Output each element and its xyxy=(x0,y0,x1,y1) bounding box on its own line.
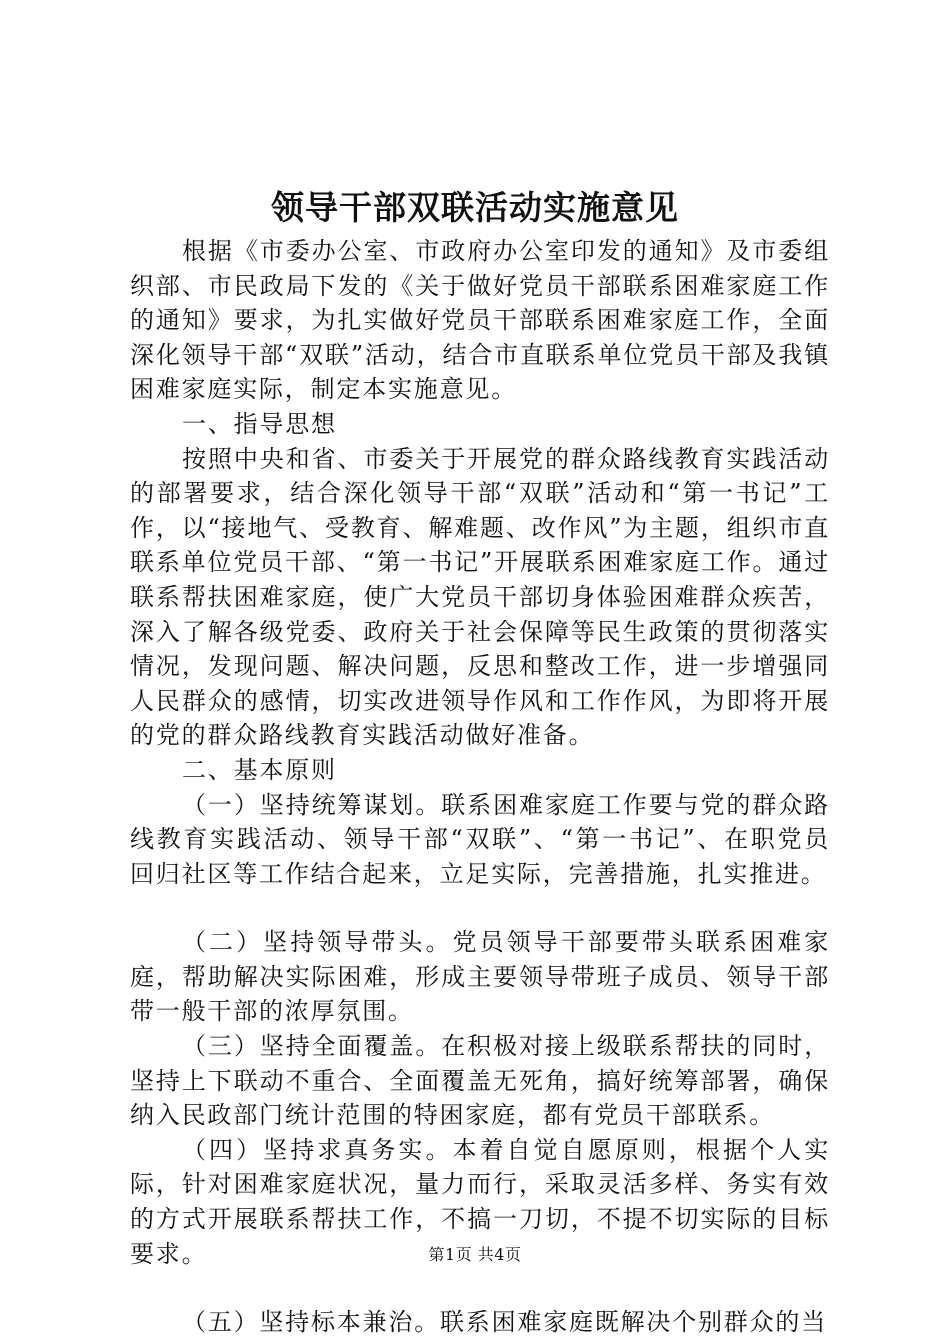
document-body xyxy=(130,234,830,1340)
guiding-ideology-paragraph: 按照中央和省、市委关于开展党的群众路线教育实践活动的部署要求，结合深化领导干部“双联”活动和“第一书记”工作，以“接地气、受教育、解难题、改作风”为主题，组织市直联系单位党员干部、“第一书记”开展联系困难家庭工作。通过联系帮扶困难家庭，使广大党员干部切身体验困难群众疾苦，深入了解各级党委、政府关于社会保障等民生政策的贯彻落实情况，发现问题、解决问题，反思和整改工作，进一步增强同人民群众的感情，切实改进领导作风和工作作风，为即将开展的党的群众路线教育实践活动做好准备。 xyxy=(130,444,830,750)
document-title: 领导干部双联活动实施意见 xyxy=(271,188,679,227)
principle-5-paragraph: （五）坚持标本兼治。联系困难家庭既解决个别群众的当 xyxy=(182,1308,827,1337)
section-heading-basic-principles: 二、基本原则 xyxy=(182,755,337,784)
principle-1-paragraph: （一）坚持统筹谋划。联系困难家庭工作要与党的群众路线教育实践活动、领导干部“双联”、“第一书记”、在职党员回归社区等工作结合起来，立足实际，完善措施，扎实推进。 xyxy=(130,790,830,888)
principle-4-paragraph: （四）坚持求真务实。本着自觉自愿原则，根据个人实际，针对困难家庭状况，量力而行，采取灵活多样、务实有效的方式开展联系帮扶工作，不搞一刀切，不提不切实际的目标要求。 xyxy=(130,1135,830,1268)
section-heading-guiding-ideology: 一、指导思想 xyxy=(182,409,337,438)
principle-2-paragraph: （二）坚持领导带头。党员领导干部要带头联系困难家庭，帮助解决实际困难，形成主要领导带班子成员、领导干部带一般干部的浓厚氛围。 xyxy=(130,928,830,1026)
intro-paragraph: 根据《市委办公室、市政府办公室印发的通知》及市委组织部、市民政局下发的《关于做好党员干部联系困难家庭工作的通知》要求，为扎实做好党员干部联系困难家庭工作，全面深化领导干部“双联”活动，结合市直联系单位党员干部及我镇困难家庭实际，制定本实施意见。 xyxy=(130,237,830,404)
principle-3-paragraph: （三）坚持全面覆盖。在积极对接上级联系帮扶的同时，坚持上下联动不重合、全面覆盖无死角，搞好统筹部署，确保纳入民政部门统计范围的特困家庭，都有党员干部联系。 xyxy=(130,1032,830,1130)
page-number: 第1页 共4页 xyxy=(428,1245,522,1264)
